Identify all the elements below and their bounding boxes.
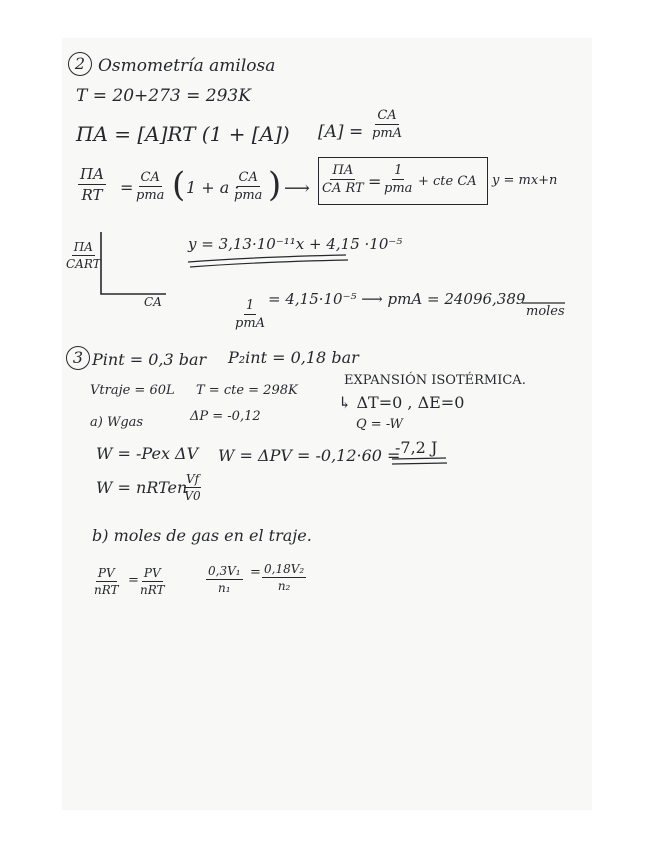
final-state-fraction [262,562,306,593]
fraction-numerator: 0,3V₁ [208,564,241,578]
isothermal-expansion-heading: EXPANSIÓN ISOTÉRMICA. [344,373,526,388]
graph-x-axis-label: CA [144,295,162,309]
final-pressure: P₂int = 0,18 bar [228,348,359,367]
linear-form-label: y = mx+n [492,173,558,188]
fraction-denominator: pmA [372,126,403,141]
work-calculation: W = ΔPV = -0,12·60 = [218,446,401,465]
open-parenthesis: ( [172,165,186,205]
molar-mass-result: = 4,15·10⁻⁵ ⟶ pmA = 24096,389 [268,290,526,308]
work-definition: W = -Pex ΔV [96,444,199,463]
fraction-denominator: pma [234,188,263,203]
fraction-numerator: CA [140,170,160,185]
delta-t-delta-e: ↳ ΔT=0 , ΔE=0 [338,393,465,412]
fraction-numerator: 0,18V₂ [264,562,305,576]
fraction-denominator: V0 [184,489,201,503]
fraction-denominator: CART [66,257,101,271]
equals-sign: = [250,565,261,580]
equals-sign: = [120,178,134,197]
pressure-change: ΔP = -0,12 [190,409,261,424]
pv-over-nrt-fraction-1 [94,566,119,597]
fraction-numerator: ΠA [332,163,354,178]
fraction-numerator: Vf [186,472,200,486]
fraction-denominator: CA RT [322,181,364,196]
fraction-numerator: 1 [394,163,403,178]
one-plus-a-term: 1 + a · [186,178,240,197]
implies-arrow: ⟶ [284,178,310,199]
fraction-denominator: nRT [140,583,165,597]
fraction-numerator: CA [377,108,397,123]
osmotic-pressure-equation: ΠA = [A]RT (1 + [A]) [76,122,290,146]
pv-over-nrt-fraction-2 [140,566,165,597]
fraction-denominator: n₁ [218,581,231,595]
isothermal-work-formula: W = nRTen [96,478,188,497]
problem-2-number: 2 [68,52,92,76]
initial-pressure: Pint = 0,3 bar [92,350,207,369]
constant-temperature: T = cte = 298K [196,383,298,398]
part-a-label: a) Wgas [90,415,144,430]
fraction-numerator: ΠA [80,165,104,183]
fraction-numerator: PV [143,566,161,580]
fraction-denominator: pma [136,188,165,203]
suit-volume: Vtraje = 60L [90,383,175,398]
fraction-denominator: pmA [235,316,266,331]
equals-sign-boxed: = [368,172,382,191]
fraction-numerator: CA [238,170,258,185]
initial-state-fraction [206,564,243,595]
fraction-numerator: PV [97,566,115,580]
plus-constant-term: + cte CA [418,174,477,189]
problem-3-number: 3 [66,346,90,370]
concentration-definition: [A] = [318,122,364,142]
work-result: -7,2 J [395,438,438,457]
fraction-denominator: n₂ [277,579,291,593]
equals-sign: = [128,573,139,588]
fraction-denominator: nRT [94,583,119,597]
problem-2-title: Osmometría amilosa [98,56,276,76]
fraction-numerator: 1 [245,298,255,313]
heat-equals-minus-work: Q = -W [356,417,403,432]
molar-mass-unit: moles [526,304,565,319]
linear-fit-equation: y = 3,13·10⁻¹¹x + 4,15 ·10⁻⁵ [188,235,403,253]
fraction-denominator: pma [384,181,413,196]
part-b-label: b) moles de gas en el traje. [92,526,312,545]
volume-ratio-fraction [184,472,201,503]
fraction-numerator: ΠA [73,240,93,254]
problem-2-temperature: T = 20+273 = 293K [76,86,251,106]
close-parenthesis: ) [268,165,282,205]
fraction-denominator: RT [81,186,103,204]
